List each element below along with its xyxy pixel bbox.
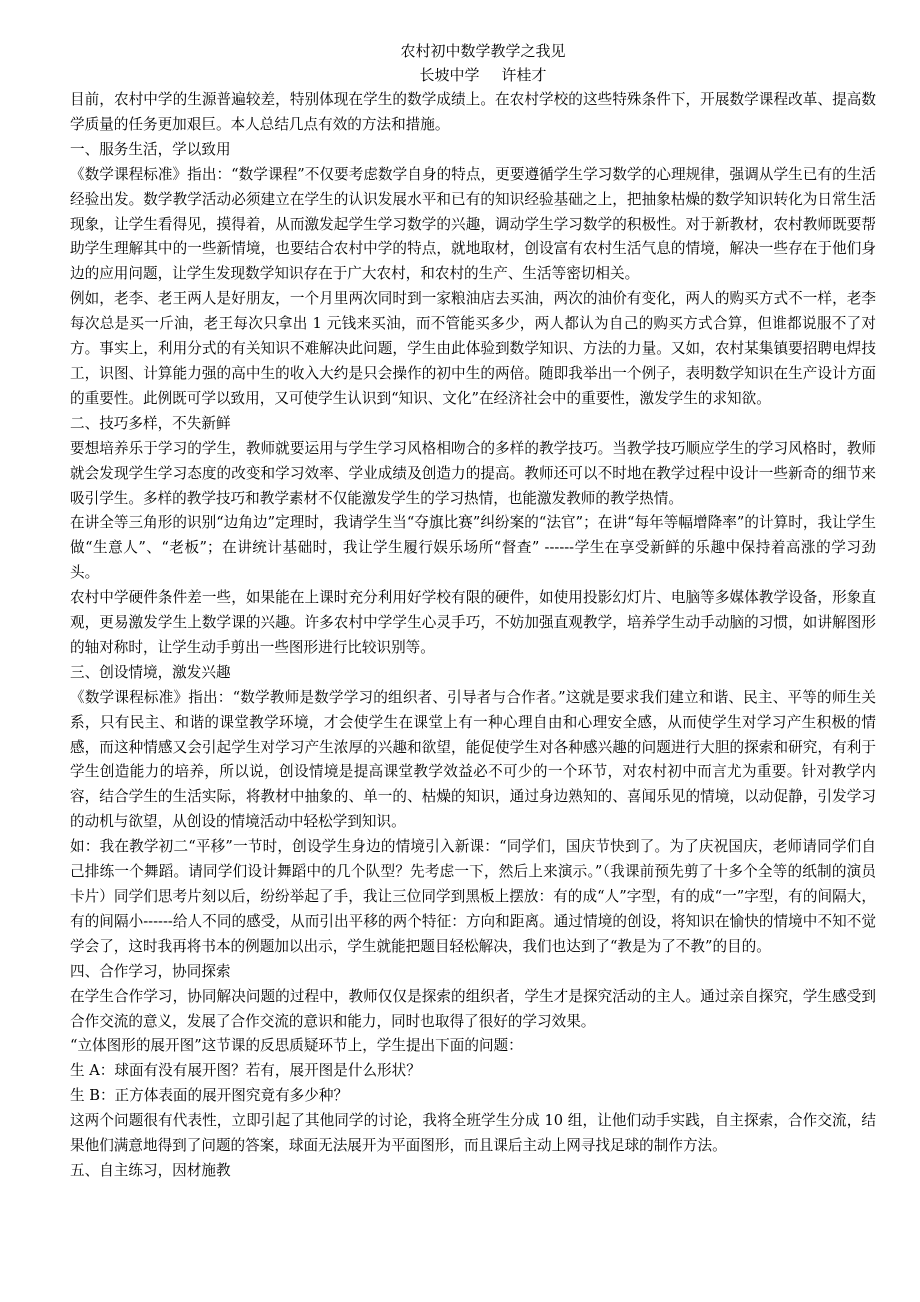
section-heading: 二、技巧多样，不失新鲜 [70,414,231,432]
paragraph: “立体图形的展开图”这节课的反思质疑环节上，学生提出下面的问题： [70,1037,523,1055]
section-heading: 三、创设情境，激发兴趣 [70,663,231,681]
paragraph: 生 A：球面有没有展开图？若有，展开图是什么形状？ [70,1062,421,1080]
paragraph: 在讲全等三角形的识别“边角边”定理时，我请学生当“夺旗比赛”纠纷案的“法官”；在讲“每年等幅增降率”的计算时，我让学生做“生意人”、“老板”；在讲统计基础时，我让学生履行娱乐场所“督查” ------学生在享受新鲜的乐趣中保持着高涨的学习劲头。 [70,514,876,582]
paragraph: 要想培养乐于学习的学生，教师就要运用与学生学习风格相吻合的多样的教学技巧。当教学技巧顺应学生的学习风格时，教师就会发现学生学习态度的改变和学习效率、学业成绩及创造力的提高。教师还可以不时地在教学过程中设计一些新奇的细节来吸引学生。多样的教学技巧和教学素材不仅能激发学生的学习热情，也能激发教师的教学热情。 [70,439,876,507]
author-name: 许桂才 [501,66,547,84]
paragraph: 《数学课程标准》指出：“数学课程”不仅要考虑数学自身的特点，更要遵循学生学习数学的心理规律，强调从学生已有的生活经验出发。数学教学活动必须建立在学生的认识发展水平和已有的知识经验基础之上，把抽象枯燥的数学知识转化为日常生活现象，让学生看得见，摸得着，从而激发起学生学习数学的兴趣，调动学生学习数学的积极性。对于新教材，农村教师既要帮助学生理解其中的一些新情境，也要结合农村中学的特点，就地取材，创设富有农村生活气息的情境，解决一些存在于他们身边的应用问题，让学生发现数学知识存在于广大农村，和农村的生产、生活等密切相关。 [70,165,876,283]
paragraph: 《数学课程标准》指出：“数学教师是数学学习的组织者、引导者与合作者。”这就是要求我们建立和谐、民主、平等的师生关系，只有民主、和谐的课堂教学环境，才会使学生在课堂上有一种心理自由和心理安全感，从而使学生对学习产生积极的情感，而这种情感又会引起学生对学习产生浓厚的兴趣和欲望，能促使学生对各种感兴趣的问题进行大胆的探索和研究，有利于学生创造能力的培养，所以说，创设情境是提高课堂教学效益必不可少的一个环节，对农村初中而言尤为重要。针对教学内容，结合学生的生活实际，将教材中抽象的、单一的、枯燥的知识，通过身边熟知的、喜闻乐见的情境，以动促静，引发学习的动机与欲望，从创设的情境活动中轻松学到知识。 [70,688,876,831]
byline [70,64,876,86]
paragraph: 这两个问题很有代表性，立即引起了其他同学的讨论，我将全班学生分成 10 组，让他们动手实践，自主探索，合作交流，结果他们满意地得到了问题的答案，球面无法展开为平面图形，而且课后主动上网寻找足球的制作方法。 [70,1112,876,1155]
school-name: 长坡中学 [419,66,480,84]
paragraph: 生 B：正方体表面的展开图究竟有多少种？ [70,1087,349,1105]
section-heading: 五、自主练习，因材施教 [70,1161,231,1179]
section-heading: 一、服务生活，学以致用 [70,140,231,158]
paragraph: 在学生合作学习，协同解决问题的过程中，教师仅仅是探索的组织者，学生才是探究活动的主人。通过亲自探究，学生感受到合作交流的意义，发展了合作交流的意识和能力，同时也取得了很好的学习效果。 [70,987,876,1030]
paragraph: 例如，老李、老王两人是好朋友，一个月里两次同时到一家粮油店去买油，两次的油价有变化，两人的购买方式不一样，老李每次总是买一斤油，老王每次只拿出 1 元钱来买油，而不管能买多少，两人都认为自己的购买方式合算，但谁都说服不了对方。事实上，利用分式的有关知识不难解决此问题，学生由此体验到数学知识、方法的力量。又如，农村某集镇要招聘电焊技工，识图、计算能力强的高中生的收入大约是只会操作的初中生的两倍。随即我举出一个例子，表明数学知识在生产设计方面的重要性。此例既可学以致用，又可使学生认识到“知识、文化”在经济社会中的重要性，激发学生的求知欲。 [70,290,876,407]
document-body [70,88,876,1184]
document-title: 农村初中数学教学之我见 [400,42,566,60]
paragraph: 目前，农村中学的生源普遍较差，特别体现在学生的数学成绩上。在农村学校的这些特殊条件下，开展数学课程改革、提高数学质量的任务更加艰巨。本人总结几点有效的方法和措施。 [70,91,876,133]
paragraph: 农村中学硬件条件差一些，如果能在上课时充分利用好学校有限的硬件，如使用投影幻灯片、电脑等多媒体教学设备，形象直观，更易激发学生上数学课的兴趣。许多农村中学学生心灵手巧，不妨加强直观教学，培养学生动手动脑的习惯，如讲解图形的轴对称时，让学生动手剪出一些图形进行比较识别等。 [70,589,876,656]
section-heading: 四、合作学习，协同探索 [70,962,231,980]
paragraph: 如：我在教学初二“平移”一节时，创设学生身边的情境引入新课：“同学们，国庆节快到了。为了庆祝国庆，老师请同学们自己排练一个舞蹈。请同学们设计舞蹈中的几个队型？先考虑一下，然后上来演示。”（我课前预先剪了十多个全等的纸制的演员卡片）同学们思考片刻以后，纷纷举起了手，我让三位同学到黑板上摆放：有的成“人”字型，有的成“一”字型，有的间隔大，有的间隔小------给人不同的感受，从而引出平移的两个特征：方向和距离。通过情境的创设，将知识在愉快的情境中不知不觉学会了，这时我再将书本的例题加以出示，学生就能把题目轻松解决，我们也达到了“教是为了不教”的目的。 [70,838,876,955]
